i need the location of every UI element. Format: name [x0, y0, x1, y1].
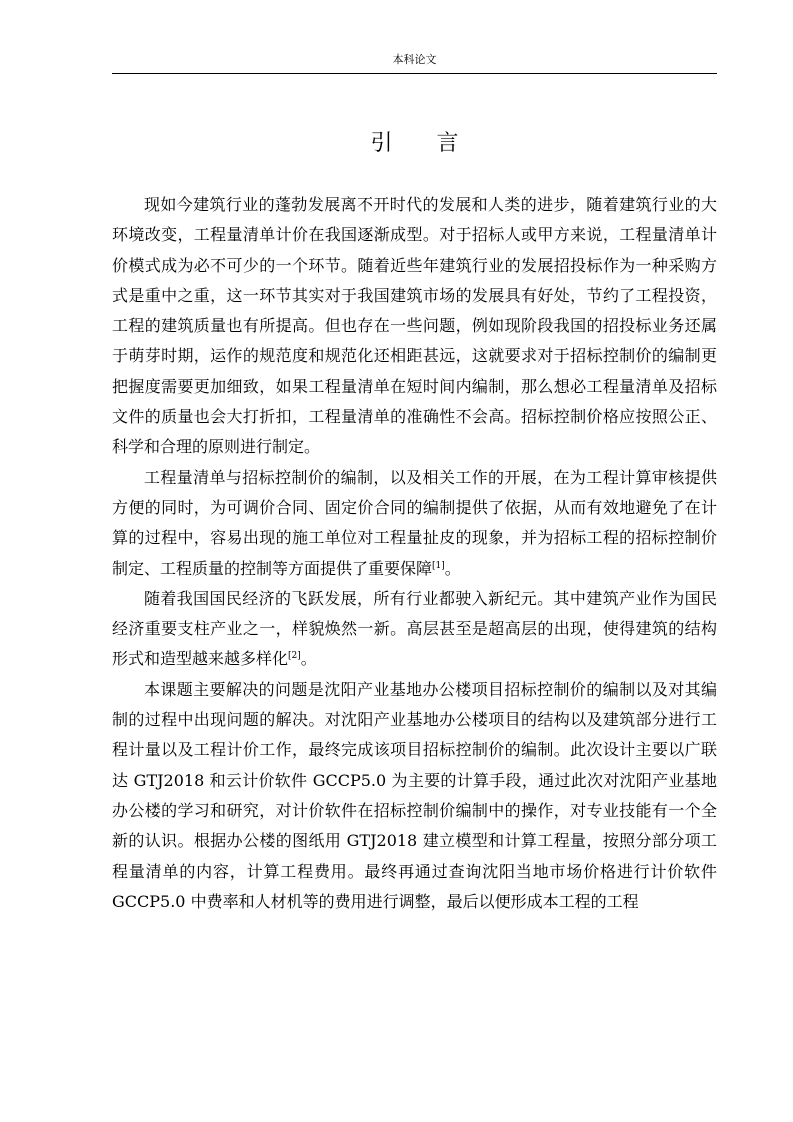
paragraph-4 — [112, 675, 717, 917]
body-text — [112, 190, 717, 917]
section-title — [112, 128, 717, 160]
title-char-2: 言 — [436, 131, 459, 156]
paragraph-3-tail: 。 — [300, 649, 317, 669]
paragraph-2-tail: 。 — [444, 558, 461, 578]
paragraph-2 — [112, 463, 717, 584]
page-header — [112, 52, 717, 68]
paragraph-4-text: 本课题主要解决的问题是沈阳产业基地办公楼项目招标控制价的编制以及对其编制的过程中出现问题的解决。对沈阳产业基地办公楼项目的结构以及建筑部分进行工程计量以及工程计价工作，最终完成该项目招标控制价的编制。此次设计主要以广联达 GTJ2018 和云计价软件 GCCP5.0 为主要的计算手段，通过此次对沈阳产业基地办公楼的学习和研究，对计价软件在招标控制价编制中的操作，对专业技能有一个全新的认识。根据办公楼的图纸用 GTJ2018 建立模型和计算工程量，按照分部分项工程量清单的内容，计算工程费用。最终再通过查询沈阳当地市场价格进行计价软件 GCCP5.0 中费率和人材机等的费用进行调整，最后以便形成本工程的工程 — [112, 679, 717, 911]
paragraph-3-text: 随着我国国民经济的飞跃发展，所有行业都驶入新纪元。其中建筑产业作为国民经济重要支柱产业之一，样貌焕然一新。高层甚至是超高层的出现，使得建筑的结构形式和造型越来越多样化 — [112, 588, 717, 669]
citation-2[interactable]: [2] — [288, 651, 301, 662]
header-divider — [112, 73, 717, 74]
paragraph-1-text: 现如今建筑行业的蓬勃发展离不开时代的发展和人类的进步，随着建筑行业的大环境改变，工程量清单计价在我国逐渐成型。对于招标人或甲方来说，工程量清单计价模式成为必不可少的一个环节。随着近些年建筑行业的发展招投标作为一种采购方式是重中之重，这一环节其实对于我国建筑市场的发展具有好处，节约了工程投资，工程的建筑质量也有所提高。但也存在一些问题，例如现阶段我国的招投标业务还属于萌芽时期，运作的规范度和规范化还相距甚远，这就要求对于招标控制价的编制更把握度需要更加细致，如果工程量清单在短时间内编制，那么想必工程量清单及招标文件的质量也会大打折扣，工程量清单的准确性不会高。招标控制价格应按照公正、科学和合理的原则进行制定。 — [112, 195, 717, 457]
paragraph-3 — [112, 584, 717, 675]
citation-1[interactable]: [1] — [432, 560, 445, 571]
header-text: 本科论文 — [392, 53, 437, 66]
paragraph-2-text: 工程量清单与招标控制价的编制，以及相关工作的开展，在为工程计算审核提供方便的同时，为可调价合同、固定价合同的编制提供了依据，从而有效地避免了在计算的过程中，容易出现的施工单位对工程量扯皮的现象，并为招标工程的招标控制价制定、工程质量的控制等方面提供了重要保障 — [112, 467, 717, 578]
title-char-1: 引 — [370, 131, 393, 156]
paragraph-1 — [112, 190, 717, 463]
